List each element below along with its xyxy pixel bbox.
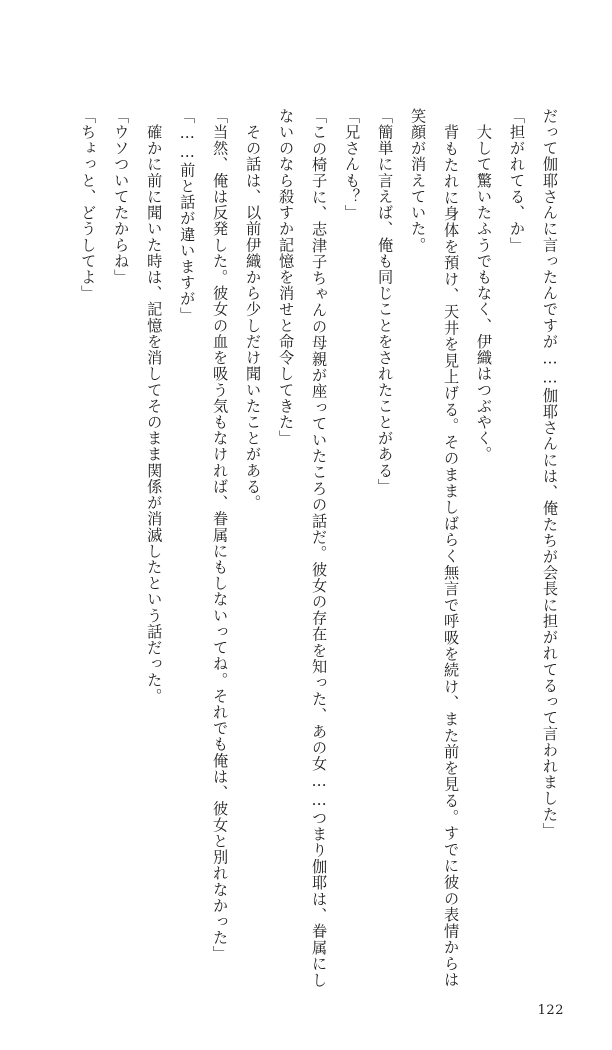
vertical-text-body xyxy=(54,108,566,988)
paragraph: 「……前と話が違いますが」 xyxy=(178,108,197,324)
paragraph: 「兄さんも？」 xyxy=(343,108,362,221)
paragraph: 確かに前に聞いた時は、記憶を消してそのまま関係が消滅したという話だった。 xyxy=(145,108,164,705)
paragraph: その話は、以前伊織から少しだけ聞いたことがある。 xyxy=(244,108,263,511)
paragraph: 大して驚いたふうでもなく、伊織はつぶやく。 xyxy=(475,108,494,463)
paragraph: 「担がれてる、か」 xyxy=(508,108,527,254)
paragraph: 「この椅子に、志津子ちゃんの母親が座っていたころの話だ。彼女の存在を知った、あの女……つまり伽耶は、眷属にしないのなら殺すか記憶を消せと命令してきた」 xyxy=(277,108,329,988)
page-number: 122 xyxy=(537,1003,564,1018)
paragraph: 「ちょっと、どうしてよ」 xyxy=(79,108,98,302)
paragraph: 背もたれに身体を預け、天井を見上げる。そのまましばらく無言で呼吸を続け、また前を見る。すでに彼の表情からは笑顔が消えていた。 xyxy=(409,108,461,988)
paragraph: 「簡単に言えば、俺も同じことをされたことがある」 xyxy=(376,108,395,495)
paragraph: 「ウソついてたからね」 xyxy=(112,108,131,286)
paragraph: 「当然、俺は反発した。彼女の血を吸う気もなければ、眷属にもしないってね。それでも俺は、彼女と別れなかった」 xyxy=(211,108,230,962)
paragraph: だって伽耶さんに言ったんですが……伽耶さんには、俺たちが会長に担がれてるって言われました」 xyxy=(541,108,559,839)
